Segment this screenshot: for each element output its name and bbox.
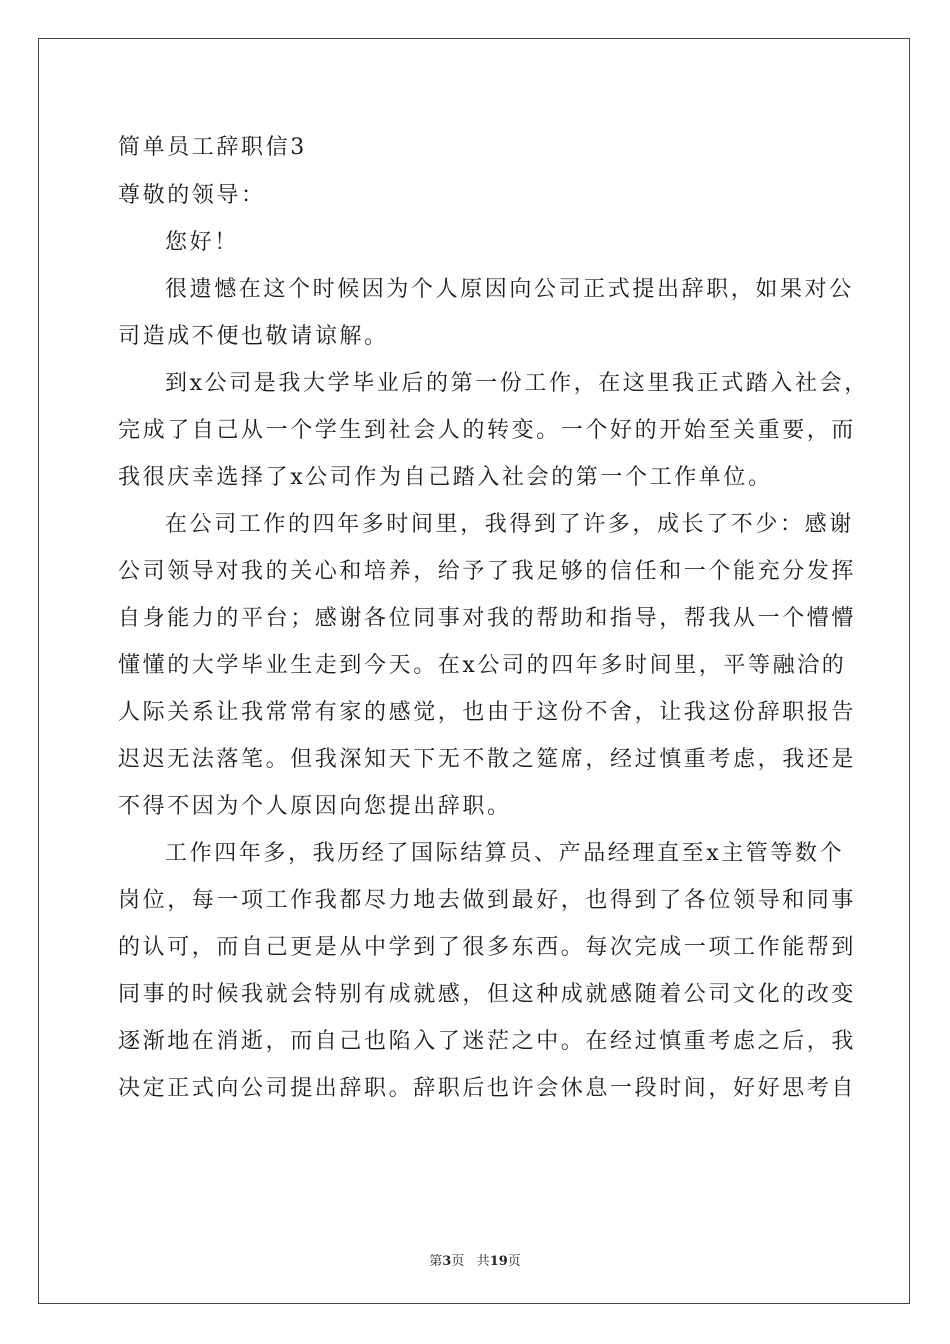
footer-total-pages: 19 (489, 1254, 508, 1269)
footer-page-suffix: 页 (451, 1254, 465, 1269)
document-title: 简单员工辞职信3 (118, 135, 307, 160)
paragraph-line: 司造成不便也敬请谅解。 (118, 324, 389, 349)
paragraph-line: 在公司工作的四年多时间里，我得到了许多，成长了不少：感谢 (165, 512, 854, 537)
paragraph-line: 人际关系让我常常有家的感觉，也由于这份不舍，让我这份辞职报告 (118, 700, 857, 725)
footer-total-suffix: 页 (507, 1254, 521, 1269)
paragraph-line: 迟迟无法落笔。但我深知天下无不散之筵席，经过慎重考虑，我还是 (118, 747, 857, 772)
salutation: 尊敬的领导： (118, 183, 266, 208)
document-body (118, 124, 869, 1112)
footer-total-prefix: 共 (476, 1254, 490, 1269)
paragraph-1 (118, 266, 854, 360)
greeting: 您好！ (165, 230, 239, 255)
paragraph-line: 很遗憾在这个时候因为个人原因向公司正式提出辞职，如果对公 (165, 277, 854, 302)
paragraph-line: 逐渐地在消逝，而自己也陷入了迷茫之中。在经过慎重考虑之后，我 (118, 1029, 857, 1054)
paragraph-line: 工作四年多，我历经了国际结算员、产品经理直至x主管等数个 (165, 841, 845, 866)
paragraph-line: 岗位，每一项工作我都尽力地去做到最好，也得到了各位领导和同事 (118, 888, 857, 913)
paragraph-line: 自身能力的平台；感谢各位同事对我的帮助和指导，帮我从一个懵懵 (118, 606, 857, 631)
paragraph-4 (118, 830, 857, 1112)
paragraph-line: 同事的时候我就会特别有成就感，但这种成就感随着公司文化的改变 (118, 982, 857, 1007)
paragraph-line: 公司领导对我的关心和培养，给予了我足够的信任和一个能充分发挥 (118, 559, 857, 584)
paragraph-line: 到x公司是我大学毕业后的第一份工作，在这里我正式踏入社会， (165, 371, 869, 396)
paragraph-line: 我很庆幸选择了x公司作为自己踏入社会的第一个工作单位。 (118, 465, 773, 490)
paragraph-3 (118, 501, 857, 830)
paragraph-line: 懂懂的大学毕业生走到今天。在x公司的四年多时间里，平等融洽的 (118, 653, 847, 678)
page-footer (0, 1250, 950, 1269)
footer-page-number: 3 (442, 1254, 452, 1269)
footer-prefix: 第 (429, 1254, 443, 1269)
paragraph-line: 决定正式向公司提出辞职。辞职后也许会休息一段时间，好好思考自 (118, 1076, 857, 1101)
paragraph-line: 的认可，而自己更是从中学到了很多东西。每次完成一项工作能帮到 (118, 935, 857, 960)
paragraph-line: 完成了自己从一个学生到社会人的转变。一个好的开始至关重要，而 (118, 418, 857, 443)
paragraph-line: 不得不因为个人原因向您提出辞职。 (118, 794, 512, 819)
paragraph-2 (118, 360, 869, 501)
